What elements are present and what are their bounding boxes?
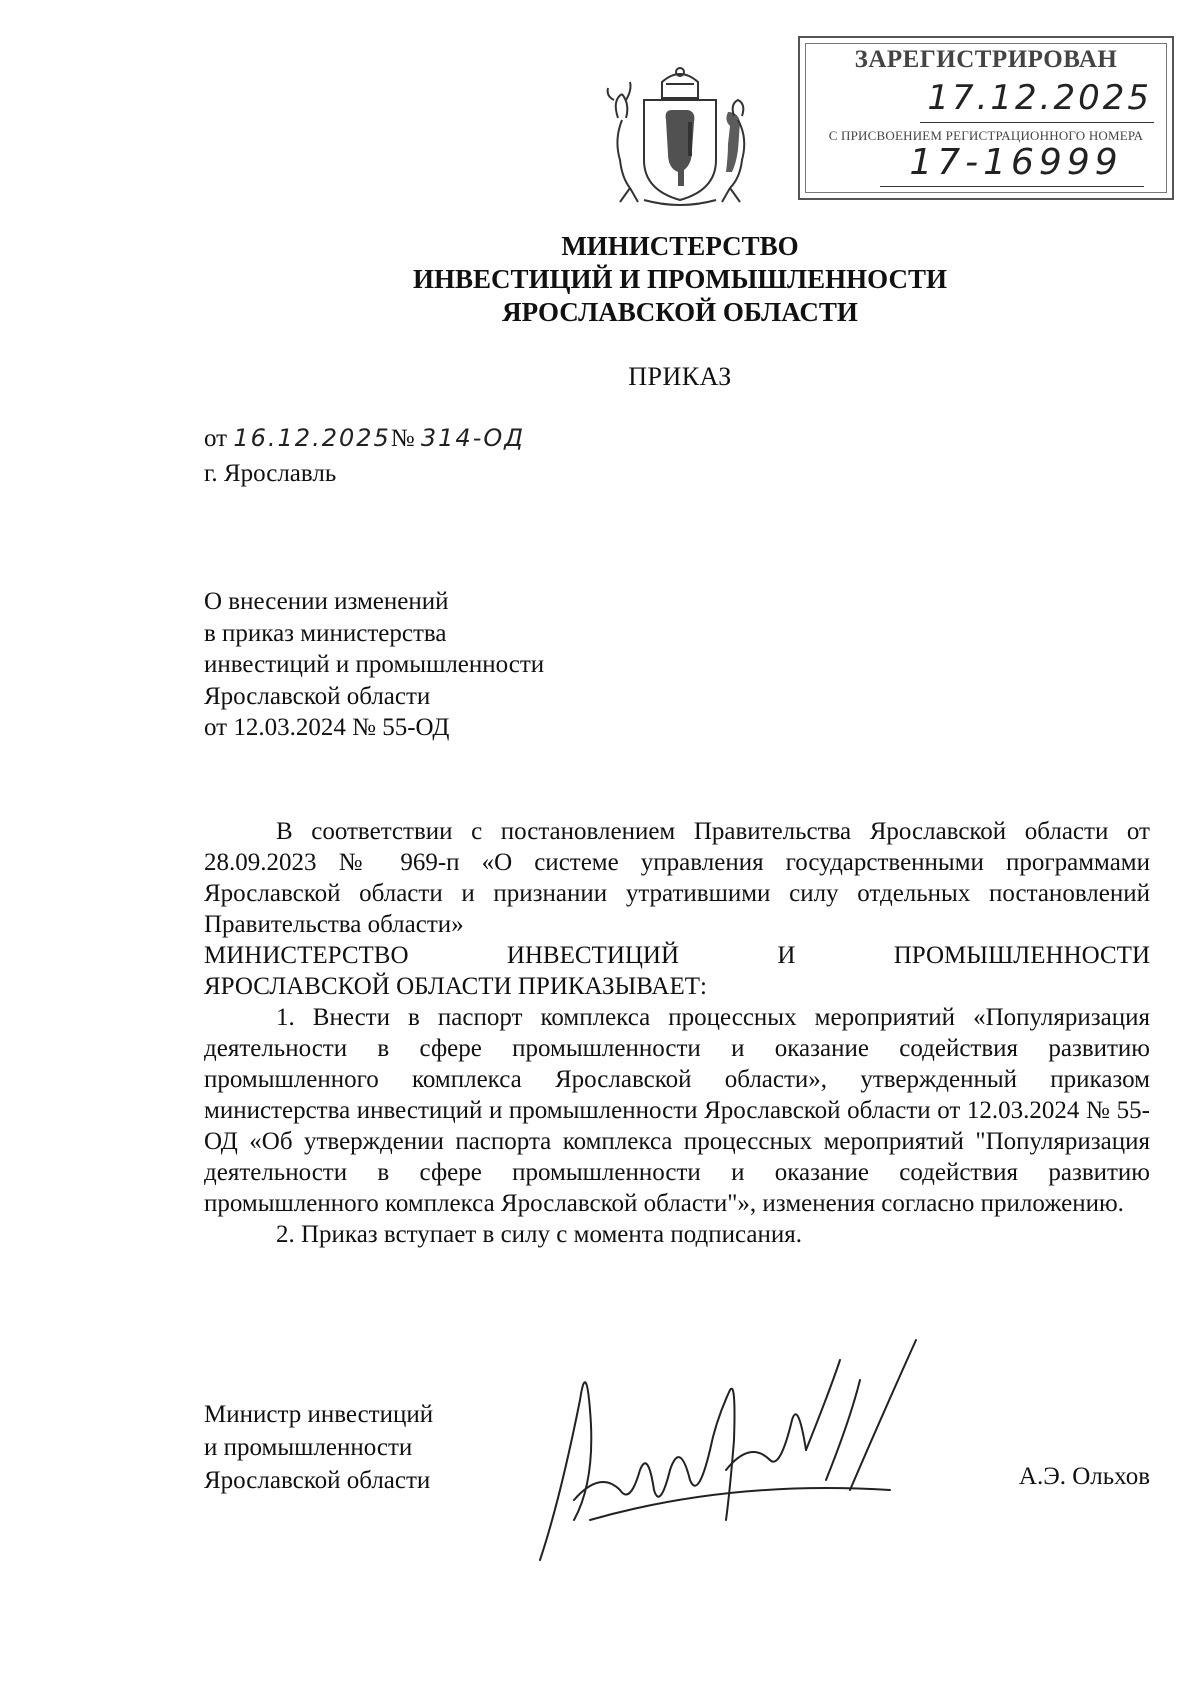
signatory-title-line: и промышленности [204, 1434, 413, 1461]
subject-line: инвестиций и промышленности [204, 651, 545, 678]
subject-line: в приказ министерства [204, 619, 447, 647]
stamp-number-underline [880, 186, 1144, 187]
signatory-title [204, 1398, 433, 1497]
order-directive-line2: ЯРОСЛАВСКОЙ ОБЛАСТИ ПРИКАЗЫВАЕТ: [204, 973, 707, 1000]
ministry-name-line1: МИНИСТЕРСТВО [561, 231, 799, 261]
signatory-title-line: Ярославской области [204, 1467, 431, 1494]
order-body [204, 816, 1150, 1250]
ministry-name-line3: ЯРОСЛАВСКОЙ ОБЛАСТИ [502, 297, 858, 327]
order-subject [204, 586, 544, 744]
stamp-title: ЗАРЕГИСТРИРОВАН [854, 46, 1118, 73]
subject-line: Ярославской области [204, 682, 431, 710]
order-directive-line1: МИНИСТЕРСТВО ИНВЕСТИЦИЙ И ПРОМЫШЛЕННОСТИ [204, 942, 1150, 969]
from-label: от [204, 425, 228, 452]
signatory-title-line: Министр инвестиций [204, 1401, 434, 1428]
subject-line: О внесении изменений [204, 588, 449, 615]
stamp-date-underline [920, 122, 1154, 123]
order-item-2: 2. Приказ вступает в силу с момента подписания. [276, 1221, 802, 1248]
coat-of-arms-icon [600, 60, 760, 210]
stamp-number: 17-16999 [909, 142, 1123, 183]
stamp-subtitle: С ПРИСВОЕНИЕМ РЕГИСТРАЦИОННОГО НОМЕРА [828, 128, 1144, 143]
handwritten-signature [530, 1320, 920, 1570]
order-number: 314-ОД [420, 424, 525, 452]
ministry-name-line2: ИНВЕСТИЦИЙ И ПРОМЫШЛЕННОСТИ [413, 264, 947, 294]
stamp-date: 17.12.2025 [927, 78, 1152, 118]
document-type: ПРИКАЗ [628, 362, 732, 391]
registration-stamp [798, 36, 1174, 200]
signatory-name: А.Э. Ольхов [1018, 1463, 1150, 1490]
order-date-line [204, 424, 525, 453]
preamble-paragraph: В соответствии с постановлением Правительства Ярославской области от 28.09.2023 № 969-п «О системе управления государственными программами Ярославской области и признании утратившими силу отдельных постановлений Правительства области» [204, 818, 1150, 938]
subject-line: от 12.03.2024 № 55-ОД [204, 714, 450, 741]
number-label: № [390, 425, 415, 452]
city: г. Ярославль [204, 460, 337, 487]
order-item-1: 1. Внести в паспорт комплекса процессных мероприятий «Популяризация деятельности в сфере промышленности и оказание содействия развитию промышленного комплекса Ярославской области», утвержденный приказом министерства инвестиций и промышленности Ярославской области от 12.03.2024 № 55-ОД «Об утверждении паспорта комплекса процессных мероприятий "Популяризация деятельности в сфере промышленности и оказание содействия развитию промышленного комплекса Ярославской области"», изменения согласно приложению. [204, 1004, 1150, 1217]
order-date: 16.12.2025 [233, 424, 391, 452]
